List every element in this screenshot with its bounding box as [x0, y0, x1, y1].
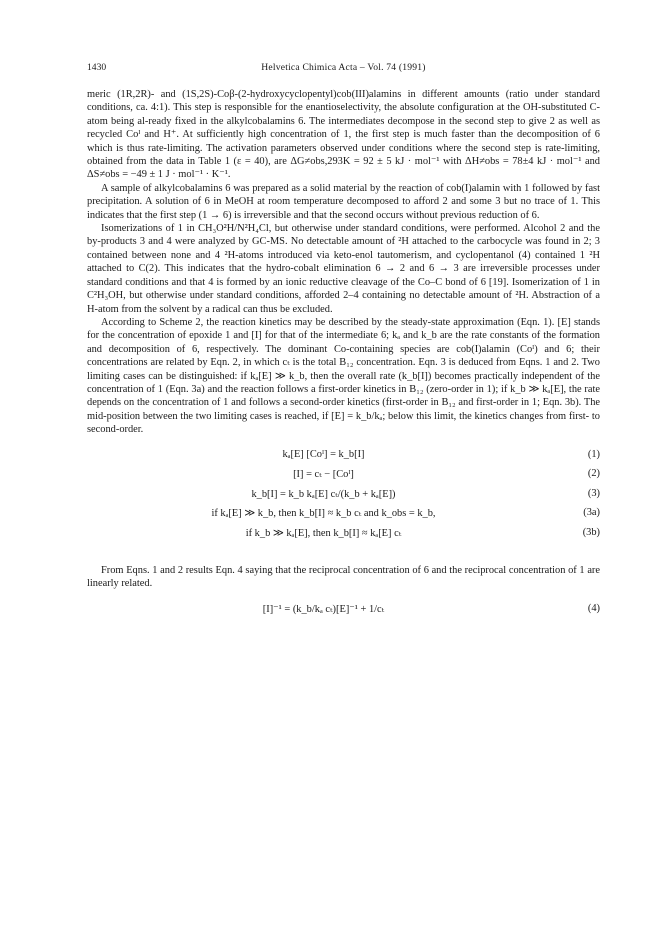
- equation-number: (4): [587, 602, 600, 614]
- paragraph-5: From Eqns. 1 and 2 results Eqn. 4 saying that the reciprocal concentration of 6 and the reciprocal concentration of 1 are linearly related.: [87, 565, 600, 590]
- equation-expression: [I]⁻¹ = (k_b/kₐ cₜ)[E]⁻¹ + 1/cₜ: [262, 603, 385, 615]
- equation-expression: [I] = cₜ − [Coᴵ]: [293, 469, 354, 481]
- equation-expression: if k_b ≫ kₐ[E], then k_b[I] ≈ kₐ[E] cₜ: [245, 527, 402, 539]
- equation-4: [87, 601, 600, 621]
- equation-block: [87, 447, 600, 545]
- paragraph-1: meric (1R,2R)- and (1S,2S)-Coβ-(2-hydroxycyclopentyl)cob(III)alamins in different amounts (ratio under standard conditions, ca. 4:1). This step is responsible for the enantioselectivity, the absolute configuration at the OH-substituted C-atom being al-ready fixed in the alkylcobalamins 6. The intermediates decompose in the second step to give 2 as well as recycled Coᴵ and H⁺. At sufficiently high concentration of 1, the first step is much faster than the decomposition of 6 which is thus rate-limiting. The activation parameters observed under conditions where the second step is rate-limiting, obtained from the data in Table 1 (ε = 40), are ΔG≠obs,293K = 92 ± 5 kJ · mol⁻¹ with ΔH≠obs = 78±4 kJ · mol⁻¹ and ΔS≠obs = −49 ± 1 J · mol⁻¹ · K⁻¹.: [87, 89, 600, 181]
- paragraph-4: According to Scheme 2, the reaction kinetics may be described by the steady-state approximation (Eqn. 1). [E] stands for the concentration of epoxide 1 and [I] for that of the intermediate 6; kₐ and k_b are the rate constants of the formation and decomposition of 6, respectively. The dominant Co-containing species are cob(I)alamin (Coᴵ) and 6; their concentrations are related by Eqn. 2, in which cₜ is the total B₁₂ concentration. Eqn. 3 is deduced from Eqns. 1 and 2. Two limiting cases can be distinguished: if kₐ[E] ≫ k_b, then the overall rate (k_b[I]) becomes practically independent of the concentration of 1 (Eqn. 3a) and the reaction follows a first-order kinetics in B₁₂ (zero-order in 1); if k_b ≫ kₐ[E], the rate depends on the concentration of 1 and follows a second-order kinetics (first-order in B₁₂ and first-order in 1; Eqn. 3b). The mid-position between the two limiting cases is reached, if [E] = k_b/kₐ; below this limit, the kinetics changes from first- to second-order.: [87, 316, 600, 436]
- running-header: [87, 62, 600, 78]
- equation-number: (2): [587, 468, 600, 480]
- equation-3: [87, 486, 600, 506]
- document-page: [87, 62, 600, 620]
- paragraph-2: A sample of alkylcobalamins 6 was prepared as a solid material by the reaction of cob(I)alamin with 1 followed by fast precipitation. A solution of 6 in MeOH at room temperature decomposed to afford 2 and some 3 but no trace of 1. This indicates that the first step (1 → 6) is irreversible and that the second occurs without previous reduction of 6.: [87, 182, 600, 221]
- equation-2: [87, 466, 600, 486]
- equation-number: (3): [587, 487, 600, 499]
- equation-number: (3b): [582, 526, 600, 538]
- journal-title: Helvetica Chimica Acta – Vol. 74 (1991): [261, 62, 426, 73]
- equation-number: (3a): [583, 507, 600, 519]
- equation-block-2: [87, 601, 600, 621]
- equation-number: (1): [587, 448, 600, 460]
- body-text: [87, 88, 600, 437]
- equation-expression: if kₐ[E] ≫ k_b, then k_b[I] ≈ k_b cₜ and k_obs = k_b,: [211, 508, 436, 520]
- equation-3a: [87, 505, 600, 525]
- equation-expression: k_b[I] = k_b kₐ[E] cₜ/(k_b + kₐ[E]): [251, 488, 396, 500]
- equation-3b: [87, 525, 600, 545]
- closing-text: [87, 564, 600, 591]
- equation-expression: kₐ[E] [Coᴵ] = k_b[I]: [282, 448, 365, 460]
- paragraph-3: Isomerizations of 1 in CH₃O²H/N²H₄Cl, but otherwise under standard conditions, were performed. Alcohol 2 and the by-products 3 and 4 were analyzed by GC-MS. No detectable amount of ²H attached to the carbocycle was found in 2; 3 contained between none and 4 ²H-atoms introduced via keto-enol tautomerism, and cyclopentanol (4) contained 1 ²H attached to C(2). This indicates that the hydro-cobalt elimination 6 → 2 and 6 → 3 are irreversible processes under standard conditions and that 4 is formed by an ionic reductive cleavage of the Co–C bond of 6 [19]. Isomerization of 1 in C²H₃OH, but otherwise under standard conditions, afforded 2–4 containing no detectable amount of ²H. Abstraction of a H-atom from the solvent by a radical can thus be excluded.: [87, 223, 600, 315]
- page-number: 1430: [87, 62, 107, 73]
- equation-1: [87, 447, 600, 467]
